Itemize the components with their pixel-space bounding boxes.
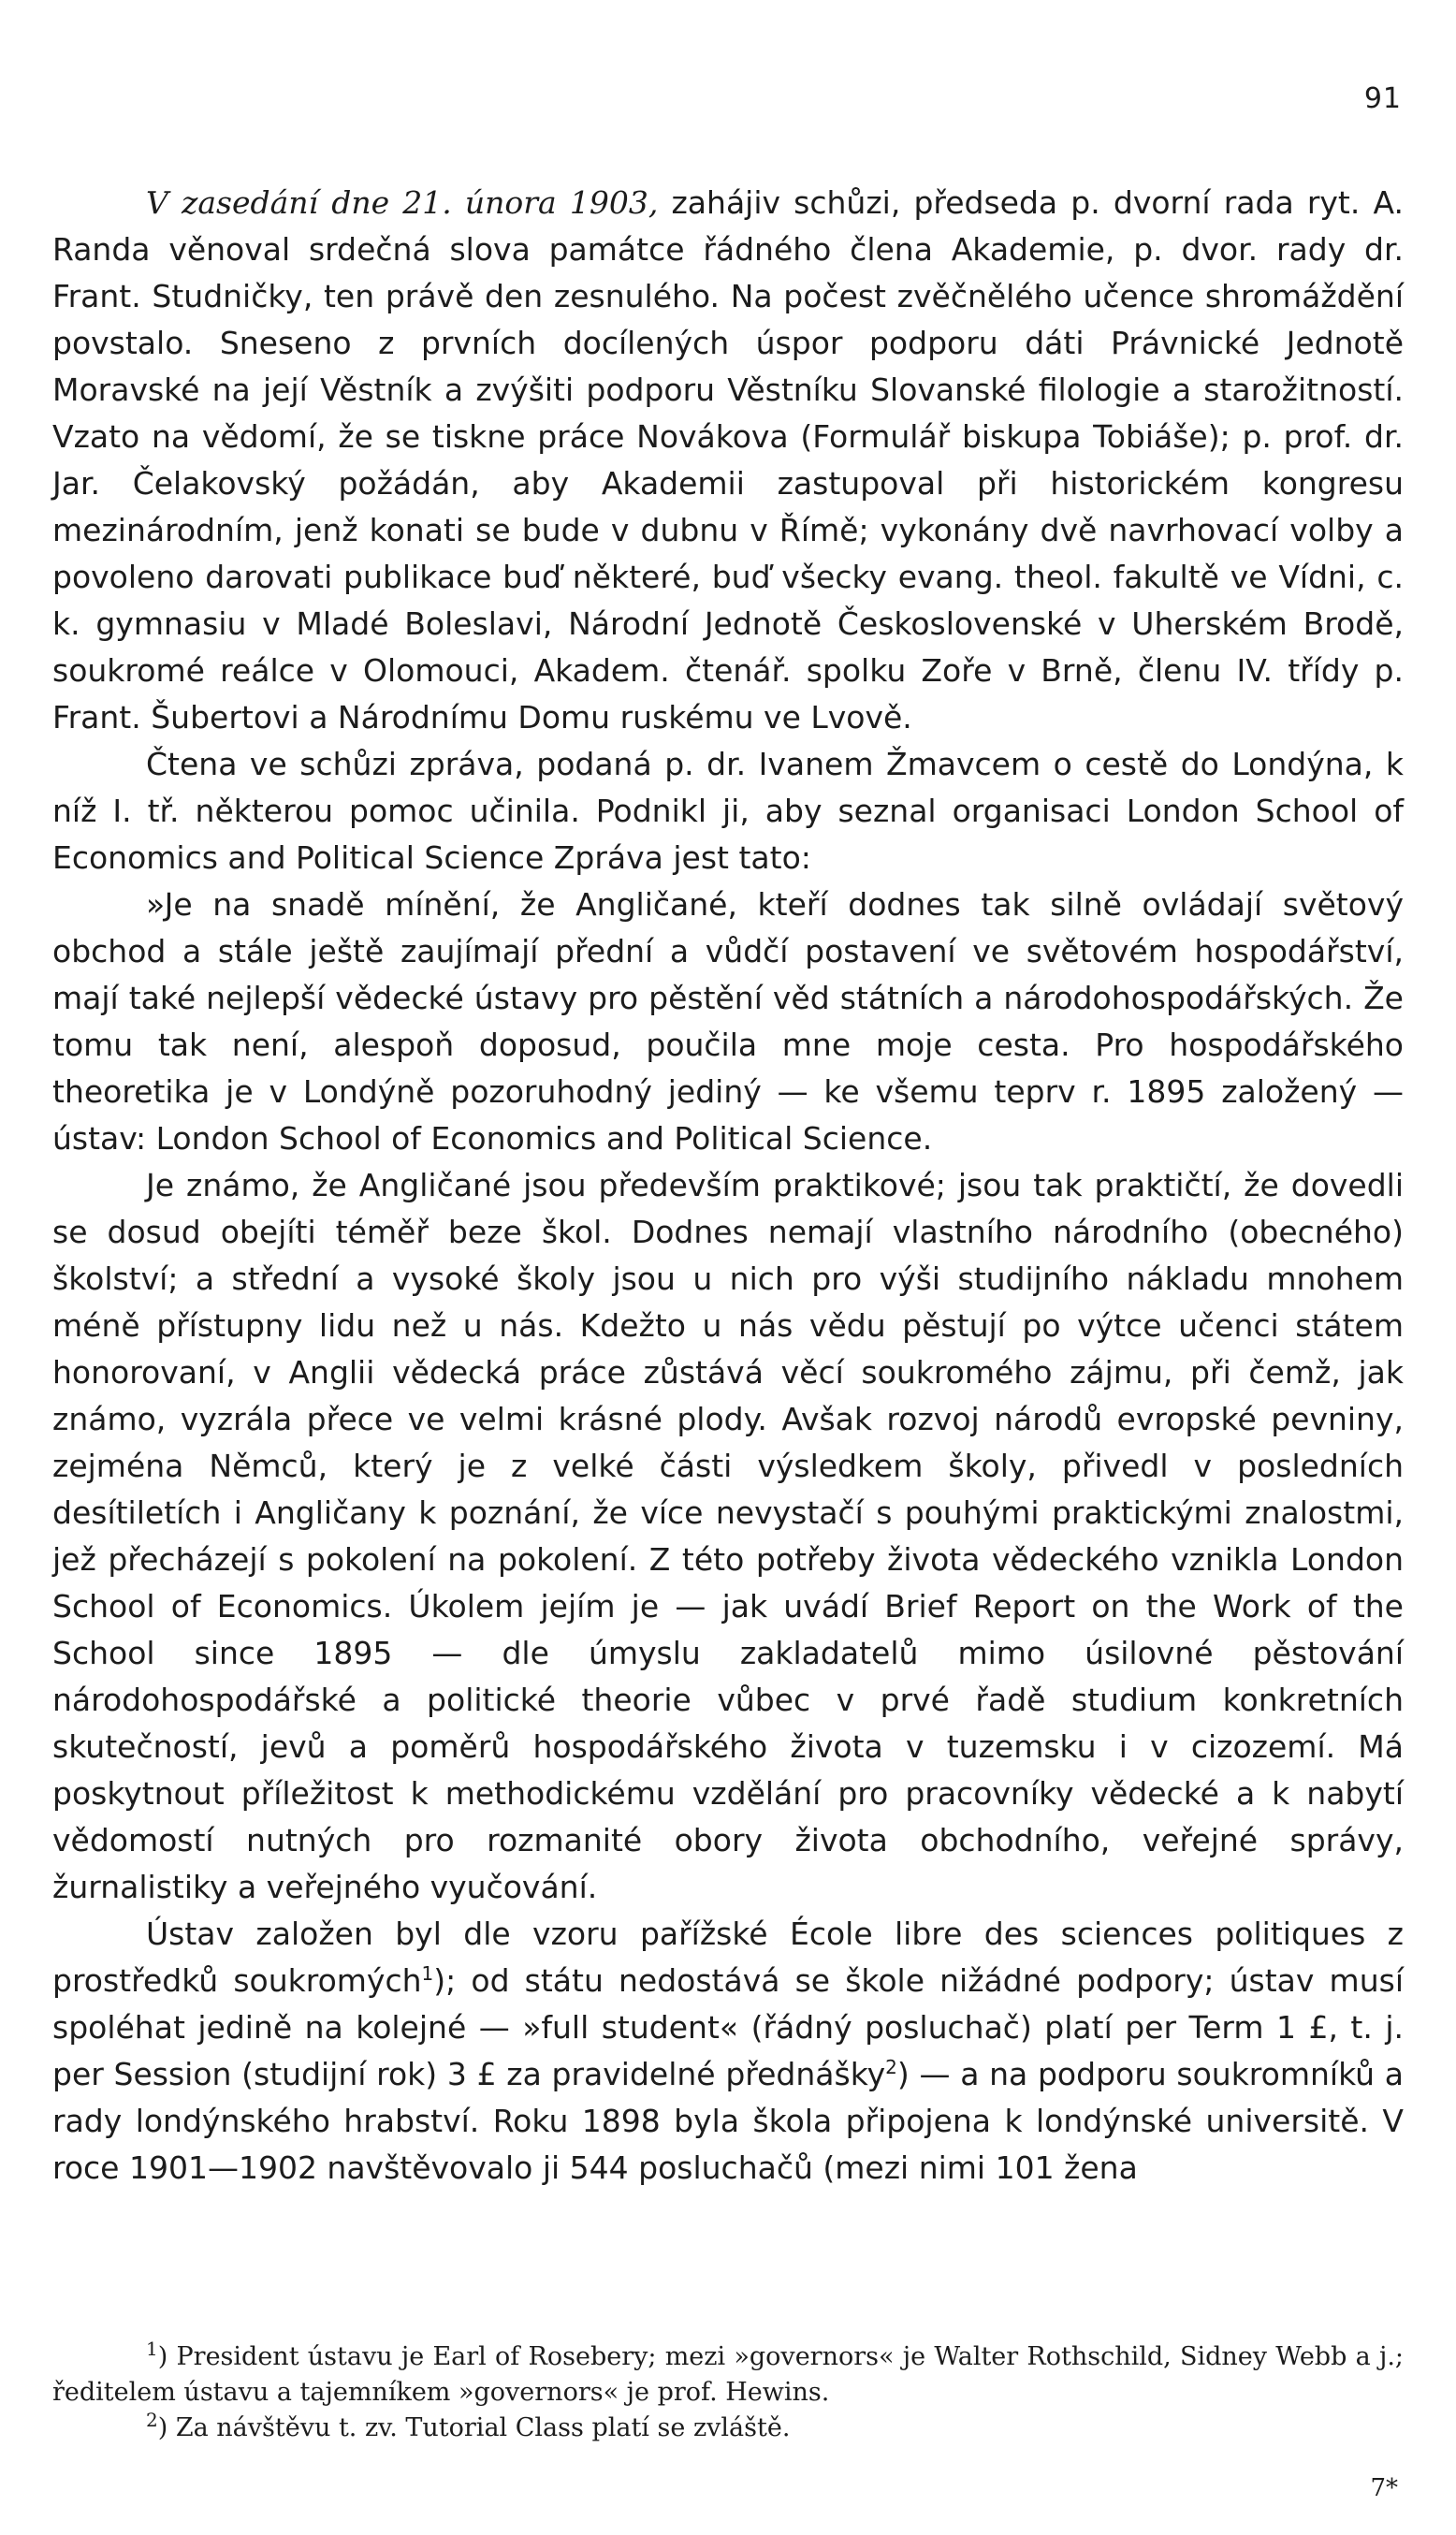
session-date-lead: V zasedání dne 21. února 1903, (146, 184, 659, 221)
page-number: 91 (1363, 82, 1402, 115)
footnotes (52, 2339, 1404, 2446)
paragraph-1-text: zahájiv schůzi, předseda p. dvorní rada ryt. A. Randa věnoval srdečná slova památce řádného člena Akademie, p. dvor. rady dr. Frant. Studničky, ten právě den zesnulého. Na počest zvěčnělého učence shromáždění povstalo. Sneseno z prvních docílených úspor podporu dáti Právnické Jednotě Moravské na její Věstník a zvýšiti podporu Věstníku Slovanské filologie a starožitností. Vzato na vědomí, že se tiskne práce Novákova (Formulář biskupa Tobiáše); p. prof. dr. Jar. Čelakovský požádán, aby Akademii zastupoval při historickém kongresu mezinárodním, jenž konati se bude v dubnu v Římě; vykonány dvě navrhovací volby a povoleno darovati publikace buď některé, buď všecky evang. theol. fakultě ve Vídni, c. k. gymnasiu v Mladé Boleslavi, Národní Jednotě Československé v Uherském Brodě, soukromé reálce v Olomouci, Akadem. čtenář. spolku Zoře v Brně, členu IV. třídy p. Frant. Šubertovi a Národnímu Domu ruskému ve Lvově. (52, 184, 1404, 736)
body-text (52, 180, 1404, 2192)
paragraph-5-text-b: ); od státu nedostává se škole nižádné podpory; ústav musí spoléhat jedině na kolejné — »full student« (řádný posluchač) platí per Term 1 £, t. j. per Session (studijní rok) 3 £ za pravidelné přednášky (52, 1962, 1404, 2092)
paragraph-3: »Je na snadě mínění, že Angličané, kteří dodnes tak silně ovládají světový obchod a stále ještě zaujímají přední a vůdčí postavení ve světovém hospodářství, mají také nejlepší vědecké ústavy pro pěstění věd státních a národohospodářských. Že tomu tak není, alespoň doposud, poučila mne moje cesta. Pro hospodářského theoretika je v Londýně pozoruhodný jediný — ke všemu teprv r. 1895 založený — ústav: London School of Economics and Political Science. (52, 886, 1404, 1157)
paragraph-1 (52, 180, 1404, 741)
signature-mark: 7* (1370, 2474, 1398, 2502)
footnote-2-marker: 2 (146, 2409, 158, 2431)
footnote-2-text: ) Za návštěvu t. zv. Tutorial Class platí se zvláště. (157, 2413, 791, 2442)
footnote-1-marker: 1 (146, 2338, 158, 2360)
footnote-2 (52, 2411, 1404, 2446)
footnote-ref-2: 2 (885, 2056, 897, 2078)
paragraph-5 (52, 1911, 1404, 2192)
paragraph-5-text-a: Ústav založen byl dle vzoru pařížské École libre des sciences politiques z prostředků soukromých (52, 1916, 1404, 1999)
footnote-ref-1: 1 (421, 1962, 434, 1985)
footnote-1 (52, 2339, 1404, 2411)
footnote-1-text: ) President ústavu je Earl of Rosebery; mezi »governors« je Walter Rothschild, Sidney Webb a j.; ředitelem ústavu a tajemníkem »governors« je prof. Hewins. (52, 2342, 1404, 2407)
paragraph-5-text-c: ) — a na podporu soukromníků a rady londýnského hrabství. Roku 1898 byla škola připojena k londýnské universitě. V roce 1901—1902 navštěvovalo ji 544 posluchačů (mezi nimi 101 žena (52, 2056, 1405, 2186)
paragraph-2: Čtena ve schůzi zpráva, podaná p. dr. Ivanem Žmavcem o cestě do Londýna, k níž I. tř. některou pomoc učinila. Podnikl ji, aby seznal organisaci London School of Economics and Political Science Zpráva jest tato: (52, 746, 1404, 876)
paragraph-4: Je známo, že Angličané jsou především praktikové; jsou tak praktičtí, že dovedli se dosud obejíti téměř beze škol. Dodnes nemají vlastního národního (obecného) školství; a střední a vysoké školy jsou u nich pro výši studijního nákladu mnohem méně přístupny lidu než u nás. Kdežto u nás vědu pěstují po výtce učenci státem honorovaní, v Anglii vědecká práce zůstává věcí soukromého zájmu, při čemž, jak známo, vyzrála přece ve velmi krásné plody. Avšak rozvoj národů evropské pevniny, zejména Němců, který je z velké části výsledkem školy, přivedl v posledních desítiletích i Angličany k poznání, že více nevystačí s pouhými praktickými znalostmi, jež přecházejí s pokolení na pokolení. Z této potřeby života vědeckého vznikla London School of Economics. Úkolem jejím je — jak uvádí Brief Report on the Work of the School since 1895 — dle úmyslu zakladatelů mimo úsilovné pěstování národohospodářské a politické theorie vůbec v prvé řadě studium konkretních skutečností, jevů a poměrů hospodářského života v tuzemsku i v cizozemí. Má poskytnout příležitost k methodickému vzdělání pro pracovníky vědecké a k nabytí vědomostí nutných pro rozmanité obory života obchodního, veřejné správy, žurnalistiky a veřejného vyučování. (52, 1167, 1404, 1905)
